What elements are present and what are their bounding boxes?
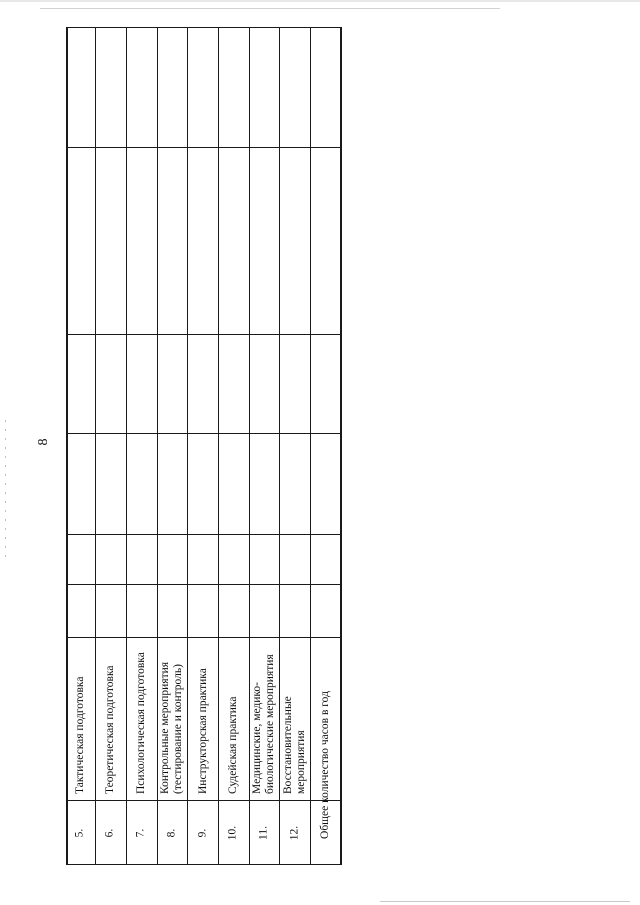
scan-artifact-dots [5, 420, 6, 560]
row-label: Теоретическая подготовка [103, 665, 116, 794]
document-table [66, 27, 342, 865]
row-separator [310, 27, 311, 865]
row-label: Тактическая подготовка [73, 676, 86, 794]
scan-artifact-line [40, 8, 500, 9]
row-number: 7. [134, 828, 147, 838]
row-label: Контрольные мероприятия (тестирование и контроль) [159, 661, 184, 794]
row-label: Судейская практика [226, 696, 239, 794]
column-separator [66, 334, 342, 335]
total-row-label: Общее количество часов в год [318, 691, 331, 839]
table-border-top [66, 27, 342, 28]
column-separator [66, 534, 342, 535]
table-border-left [66, 27, 68, 865]
row-number: 6. [103, 828, 116, 838]
column-separator [66, 147, 342, 148]
column-separator [66, 637, 342, 638]
column-separator [66, 433, 342, 434]
row-label: Восстановительные мероприятия [282, 696, 307, 794]
row-label: Инструкторская практика [196, 668, 209, 794]
table-border-bottom [66, 864, 342, 865]
row-number: 5. [73, 828, 86, 838]
row-label: Психологическая подготовка [134, 652, 147, 794]
row-number: 10. [226, 825, 239, 841]
row-separator [95, 27, 96, 865]
row-separator [187, 27, 188, 865]
row-number: 8. [165, 828, 178, 838]
scan-top-edge [0, 0, 640, 2]
row-number: 9. [196, 828, 209, 838]
column-separator [66, 800, 342, 801]
row-number: 12. [288, 825, 301, 841]
row-separator [218, 27, 219, 865]
page-number: 8 [36, 438, 51, 446]
row-separator [279, 27, 280, 865]
row-label: Медицинские, медико-биологические мероприятия [251, 654, 276, 794]
scan-artifact-line [380, 901, 630, 902]
column-separator [66, 584, 342, 585]
table-border-right [340, 27, 342, 865]
row-number: 11. [257, 826, 270, 840]
